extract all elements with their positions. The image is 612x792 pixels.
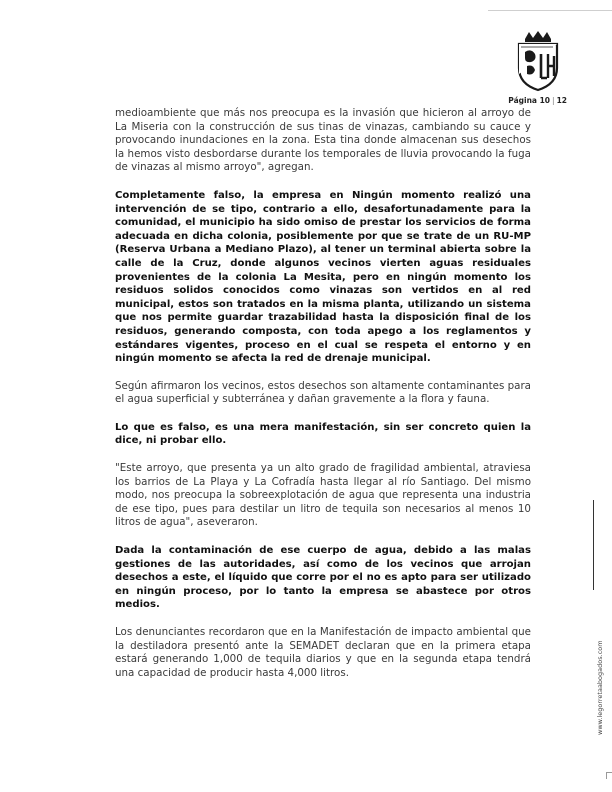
corner-mark — [606, 772, 612, 779]
paragraph-3: Según afirmaron los vecinos, estos desechos son altamente contaminantes para el agua superficial y subterránea y dañan gravemente a la flora y fauna. — [115, 379, 531, 406]
shield-crest-icon — [517, 30, 559, 92]
paragraph-1: medioambiente que más nos preocupa es la invasión que hicieron al arroyo de La Miseria con la construcción de sus tinas de vinazas, cambiando su cauce y provocando inundaciones en la zona. Esta tina donde almacenan sus desechos la hemos visto desbordarse durante los temporales de lluvia provocando la fuga de vinazas al mismo arroyo", agregan. — [115, 107, 531, 174]
sidebar-rule — [593, 500, 594, 590]
paragraph-4-response: Lo que es falso, es una mera manifestación, sin ser concreto quien la dice, ni probar ello. — [115, 421, 531, 447]
paragraph-2-response: Completamente falso, la empresa en Ningún momento realizó una intervención de se tipo, contrario a ello, desafortunadamente para la comunidad, el municipio ha sido omiso de prestar los servicios de forma adecuada en dicha colonia, posiblemente por que se trate de un RU-MP (Reserva Urbana a Mediano Plazo), al tener un terminal abierta sobre la calle de la Cruz, donde algunos vecinos vierten aguas residuales provenientes de la colonia La Mesita, pero en ningún momento los residuos solidos conocidos como vinazas son vertidos en al red municipal, estos son tratados en la misma planta, utilizando un sistema que nos permite guardar trazabilidad hasta la disposición final de los residuos, generando composta, con toda apego a los reglamentos y estándares vigentes, proceso en el cual se respeta el entorno y en ningún momento se afecta la red de drenaje municipal. — [115, 189, 531, 365]
header-rule — [488, 10, 612, 11]
page-label: Página 10 — [508, 96, 551, 105]
page-number-separator: | — [552, 96, 555, 105]
body-text — [115, 107, 531, 694]
paragraph-5: "Este arroyo, que presenta ya un alto grado de fragilidad ambiental, atraviesa los barrios de La Playa y La Cofradía hasta llegar al río Santiago. Del mismo modo, nos preocupa la sobreexplotación de agua que representa una industria de ese tipo, pues para destilar un litro de tequila son necesarios al menos 10 litros de agua", aseveraron. — [115, 462, 531, 529]
page-total: 12 — [556, 96, 567, 105]
paragraph-7: Los denunciantes recordaron que en la Manifestación de impacto ambiental que la destiladora presentó ante la SEMADET declaran que en la primera etapa estará generando 1,000 de tequila diarios y que en la segunda etapa tendrá una capacidad de producir hasta 4,000 litros. — [115, 626, 531, 679]
website-link[interactable]: www.legorretaabogados.com — [596, 640, 604, 735]
page-number — [508, 96, 567, 105]
paragraph-6-response: Dada la contaminación de ese cuerpo de agua, debido a las malas gestiones de las autoridades, así como de los vecinos que arrojan desechos a este, el líquido que corre por el no es apto para ser utilizado en ningún proceso, por lo tanto la empresa se abastece por otros medios. — [115, 545, 531, 611]
